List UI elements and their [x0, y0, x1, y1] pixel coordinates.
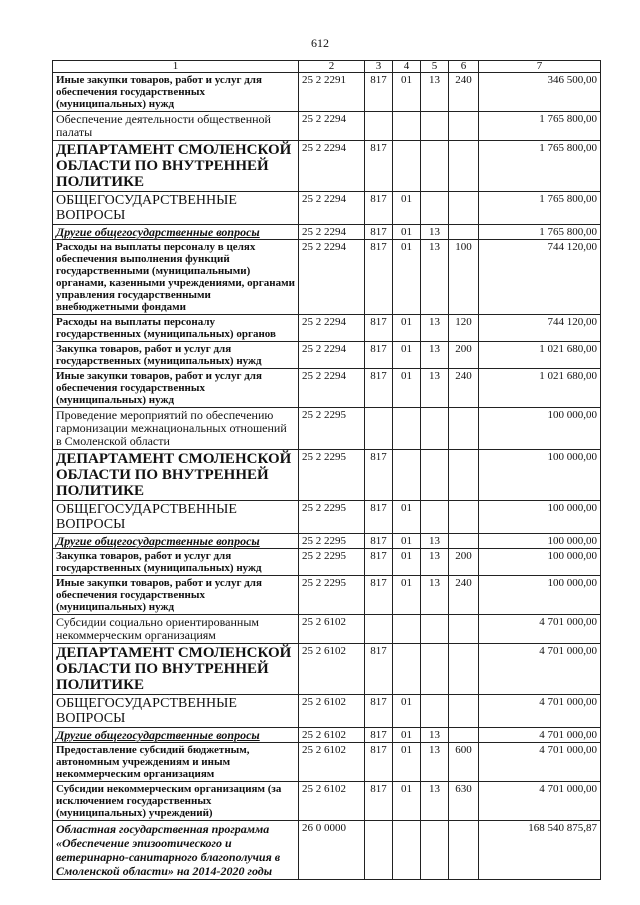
- header-cell: 7: [479, 61, 601, 73]
- row-col3: 817: [365, 501, 393, 534]
- table-row: [53, 141, 601, 192]
- table-row: [53, 408, 601, 450]
- table-row: [53, 73, 601, 112]
- row-col6: 240: [449, 369, 479, 408]
- row-amount: 100 000,00: [479, 450, 601, 501]
- row-amount: 100 000,00: [479, 534, 601, 549]
- row-col4: 01: [393, 73, 421, 112]
- row-code: 25 2 6102: [299, 644, 365, 695]
- row-amount: 1 765 800,00: [479, 141, 601, 192]
- row-col3: [365, 408, 393, 450]
- row-col6: [449, 225, 479, 240]
- row-code: 25 2 6102: [299, 782, 365, 821]
- row-col6: [449, 112, 479, 141]
- row-col4: 01: [393, 369, 421, 408]
- row-name: ОБЩЕГОСУДАРСТВЕННЫЕ ВОПРОСЫ: [53, 695, 299, 728]
- table-row: [53, 615, 601, 644]
- row-code: 25 2 6102: [299, 728, 365, 743]
- row-name: Иные закупки товаров, работ и услуг для обеспечения государственных (муниципальных) нужд: [53, 576, 299, 615]
- row-col6: 200: [449, 549, 479, 576]
- row-col3: 817: [365, 369, 393, 408]
- table-row: [53, 225, 601, 240]
- table-row: [53, 782, 601, 821]
- row-col4: 01: [393, 501, 421, 534]
- row-name: Иные закупки товаров, работ и услуг для обеспечения государственных (муниципальных) нужд: [53, 73, 299, 112]
- row-name: ОБЩЕГОСУДАРСТВЕННЫЕ ВОПРОСЫ: [53, 501, 299, 534]
- row-col3: 817: [365, 644, 393, 695]
- row-name: Расходы на выплаты персоналу государственных (муниципальных) органов: [53, 315, 299, 342]
- table-row: [53, 342, 601, 369]
- header-cell: 3: [365, 61, 393, 73]
- row-col4: [393, 112, 421, 141]
- row-amount: 100 000,00: [479, 576, 601, 615]
- row-col3: 817: [365, 342, 393, 369]
- row-col3: 817: [365, 743, 393, 782]
- row-amount: 100 000,00: [479, 549, 601, 576]
- row-amount: 4 701 000,00: [479, 695, 601, 728]
- row-col4: 01: [393, 192, 421, 225]
- table-row: [53, 315, 601, 342]
- row-col4: 01: [393, 342, 421, 369]
- row-col3: 817: [365, 549, 393, 576]
- row-col3: 817: [365, 695, 393, 728]
- row-code: 25 2 6102: [299, 743, 365, 782]
- row-col6: 100: [449, 240, 479, 315]
- row-col6: 240: [449, 576, 479, 615]
- row-col5: 13: [421, 728, 449, 743]
- row-name: Расходы на выплаты персоналу в целях обеспечения выполнения функций государственными (муниципальными) органами, казенными учреждениями, органами управления государственными внебюджетными фондами: [53, 240, 299, 315]
- table-row: [53, 821, 601, 880]
- table-row: [53, 501, 601, 534]
- row-col5: [421, 450, 449, 501]
- row-col6: [449, 534, 479, 549]
- row-name: ДЕПАРТАМЕНТ СМОЛЕНСКОЙ ОБЛАСТИ ПО ВНУТРЕННЕЙ ПОЛИТИКЕ: [53, 644, 299, 695]
- table-row: [53, 576, 601, 615]
- row-code: 25 2 2295: [299, 450, 365, 501]
- row-col6: [449, 501, 479, 534]
- row-col5: 13: [421, 225, 449, 240]
- header-cell: 1: [53, 61, 299, 73]
- row-code: 25 2 2294: [299, 240, 365, 315]
- table-row: [53, 695, 601, 728]
- row-amount: 744 120,00: [479, 315, 601, 342]
- row-col4: [393, 408, 421, 450]
- header-cell: 2: [299, 61, 365, 73]
- row-col4: [393, 615, 421, 644]
- row-amount: 4 701 000,00: [479, 728, 601, 743]
- row-col3: 817: [365, 534, 393, 549]
- page-number: 612: [311, 36, 329, 50]
- row-col5: [421, 192, 449, 225]
- row-code: 25 2 2294: [299, 369, 365, 408]
- row-col4: 01: [393, 728, 421, 743]
- row-col6: [449, 821, 479, 880]
- table-row: [53, 192, 601, 225]
- row-name: Предоставление субсидий бюджетным, автономным учреждениям и иным некоммерческим организациям: [53, 743, 299, 782]
- table-row: [53, 549, 601, 576]
- row-col6: [449, 644, 479, 695]
- row-col6: 630: [449, 782, 479, 821]
- row-name: Обеспечение деятельности общественной палаты: [53, 112, 299, 141]
- row-amount: 1 765 800,00: [479, 112, 601, 141]
- row-col5: 13: [421, 576, 449, 615]
- row-amount: 4 701 000,00: [479, 644, 601, 695]
- row-col5: 13: [421, 369, 449, 408]
- row-code: 25 2 2294: [299, 112, 365, 141]
- row-code: 25 2 2295: [299, 501, 365, 534]
- row-name: Закупка товаров, работ и услуг для государственных (муниципальных) нужд: [53, 342, 299, 369]
- row-code: 25 2 2294: [299, 315, 365, 342]
- header-cell: 5: [421, 61, 449, 73]
- row-col6: [449, 695, 479, 728]
- row-code: 25 2 2295: [299, 408, 365, 450]
- row-code: 25 2 2294: [299, 342, 365, 369]
- row-col5: 13: [421, 315, 449, 342]
- row-col6: [449, 615, 479, 644]
- row-col6: [449, 192, 479, 225]
- row-code: 25 2 2294: [299, 192, 365, 225]
- row-col4: [393, 141, 421, 192]
- row-amount: 1 765 800,00: [479, 225, 601, 240]
- row-code: 25 2 2291: [299, 73, 365, 112]
- row-col4: 01: [393, 576, 421, 615]
- row-name: Проведение мероприятий по обеспечению гармонизации межнациональных отношений в Смоленской области: [53, 408, 299, 450]
- row-name: Другие общегосударственные вопросы: [53, 728, 299, 743]
- row-col5: [421, 695, 449, 728]
- row-amount: 100 000,00: [479, 408, 601, 450]
- row-col5: 13: [421, 549, 449, 576]
- row-col5: 13: [421, 342, 449, 369]
- row-col4: [393, 450, 421, 501]
- row-amount: 1 021 680,00: [479, 369, 601, 408]
- row-name: ОБЩЕГОСУДАРСТВЕННЫЕ ВОПРОСЫ: [53, 192, 299, 225]
- row-name: Другие общегосударственные вопросы: [53, 225, 299, 240]
- row-col6: [449, 728, 479, 743]
- table-row: [53, 644, 601, 695]
- row-code: 25 2 2295: [299, 549, 365, 576]
- row-col3: 817: [365, 73, 393, 112]
- table-row: [53, 450, 601, 501]
- row-amount: 4 701 000,00: [479, 615, 601, 644]
- row-col5: [421, 615, 449, 644]
- row-col4: 01: [393, 225, 421, 240]
- row-col3: 817: [365, 728, 393, 743]
- row-col5: 13: [421, 73, 449, 112]
- row-name: Субсидии социально ориентированным некоммерческим организациям: [53, 615, 299, 644]
- row-amount: 168 540 875,87: [479, 821, 601, 880]
- header-cell: 6: [449, 61, 479, 73]
- table-row: [53, 112, 601, 141]
- row-col5: 13: [421, 534, 449, 549]
- row-amount: 346 500,00: [479, 73, 601, 112]
- row-col6: [449, 141, 479, 192]
- table-row: [53, 743, 601, 782]
- row-col6: 600: [449, 743, 479, 782]
- row-col4: 01: [393, 315, 421, 342]
- table-row: [53, 534, 601, 549]
- row-col6: [449, 408, 479, 450]
- row-col4: 01: [393, 240, 421, 315]
- row-code: 25 2 2294: [299, 225, 365, 240]
- row-col3: 817: [365, 450, 393, 501]
- row-col3: 817: [365, 225, 393, 240]
- row-amount: 100 000,00: [479, 501, 601, 534]
- row-col3: 817: [365, 315, 393, 342]
- row-name: Иные закупки товаров, работ и услуг для обеспечения государственных (муниципальных) нужд: [53, 369, 299, 408]
- row-col5: [421, 408, 449, 450]
- row-code: 25 2 2295: [299, 576, 365, 615]
- row-name: Субсидии некоммерческим организациям (за исключением государственных (муниципальных) учреждений): [53, 782, 299, 821]
- row-col5: 13: [421, 743, 449, 782]
- row-col6: 240: [449, 73, 479, 112]
- row-amount: 744 120,00: [479, 240, 601, 315]
- row-col4: [393, 644, 421, 695]
- row-code: 25 2 6102: [299, 695, 365, 728]
- row-code: 26 0 0000: [299, 821, 365, 880]
- row-col3: 817: [365, 576, 393, 615]
- row-col5: 13: [421, 240, 449, 315]
- row-col3: 817: [365, 141, 393, 192]
- row-code: 25 2 2294: [299, 141, 365, 192]
- row-name: ДЕПАРТАМЕНТ СМОЛЕНСКОЙ ОБЛАСТИ ПО ВНУТРЕННЕЙ ПОЛИТИКЕ: [53, 450, 299, 501]
- row-col3: [365, 615, 393, 644]
- row-name: Закупка товаров, работ и услуг для государственных (муниципальных) нужд: [53, 549, 299, 576]
- row-col4: 01: [393, 743, 421, 782]
- table-row: [53, 240, 601, 315]
- table-row: [53, 369, 601, 408]
- row-col4: 01: [393, 695, 421, 728]
- row-col4: [393, 821, 421, 880]
- row-amount: 4 701 000,00: [479, 743, 601, 782]
- row-col5: [421, 501, 449, 534]
- row-col6: 120: [449, 315, 479, 342]
- row-col5: [421, 821, 449, 880]
- table-row: [53, 728, 601, 743]
- row-col3: 817: [365, 192, 393, 225]
- row-col3: 817: [365, 240, 393, 315]
- row-col3: [365, 112, 393, 141]
- row-name: Другие общегосударственные вопросы: [53, 534, 299, 549]
- row-col5: [421, 141, 449, 192]
- row-col4: 01: [393, 534, 421, 549]
- row-col4: 01: [393, 549, 421, 576]
- row-amount: 1 021 680,00: [479, 342, 601, 369]
- row-amount: 4 701 000,00: [479, 782, 601, 821]
- row-code: 25 2 2295: [299, 534, 365, 549]
- row-col3: 817: [365, 782, 393, 821]
- header-cell: 4: [393, 61, 421, 73]
- budget-table: [52, 60, 601, 880]
- row-col3: [365, 821, 393, 880]
- row-col6: [449, 450, 479, 501]
- row-col5: [421, 112, 449, 141]
- table-header-row: [53, 61, 601, 73]
- row-col6: 200: [449, 342, 479, 369]
- row-code: 25 2 6102: [299, 615, 365, 644]
- row-col5: [421, 644, 449, 695]
- row-col5: 13: [421, 782, 449, 821]
- row-name: Областная государственная программа «Обеспечение эпизоотического и ветеринарно-санитарного благополучия в Смоленской области» на 2014-2020 годы: [53, 821, 299, 880]
- row-col4: 01: [393, 782, 421, 821]
- row-amount: 1 765 800,00: [479, 192, 601, 225]
- row-name: ДЕПАРТАМЕНТ СМОЛЕНСКОЙ ОБЛАСТИ ПО ВНУТРЕННЕЙ ПОЛИТИКЕ: [53, 141, 299, 192]
